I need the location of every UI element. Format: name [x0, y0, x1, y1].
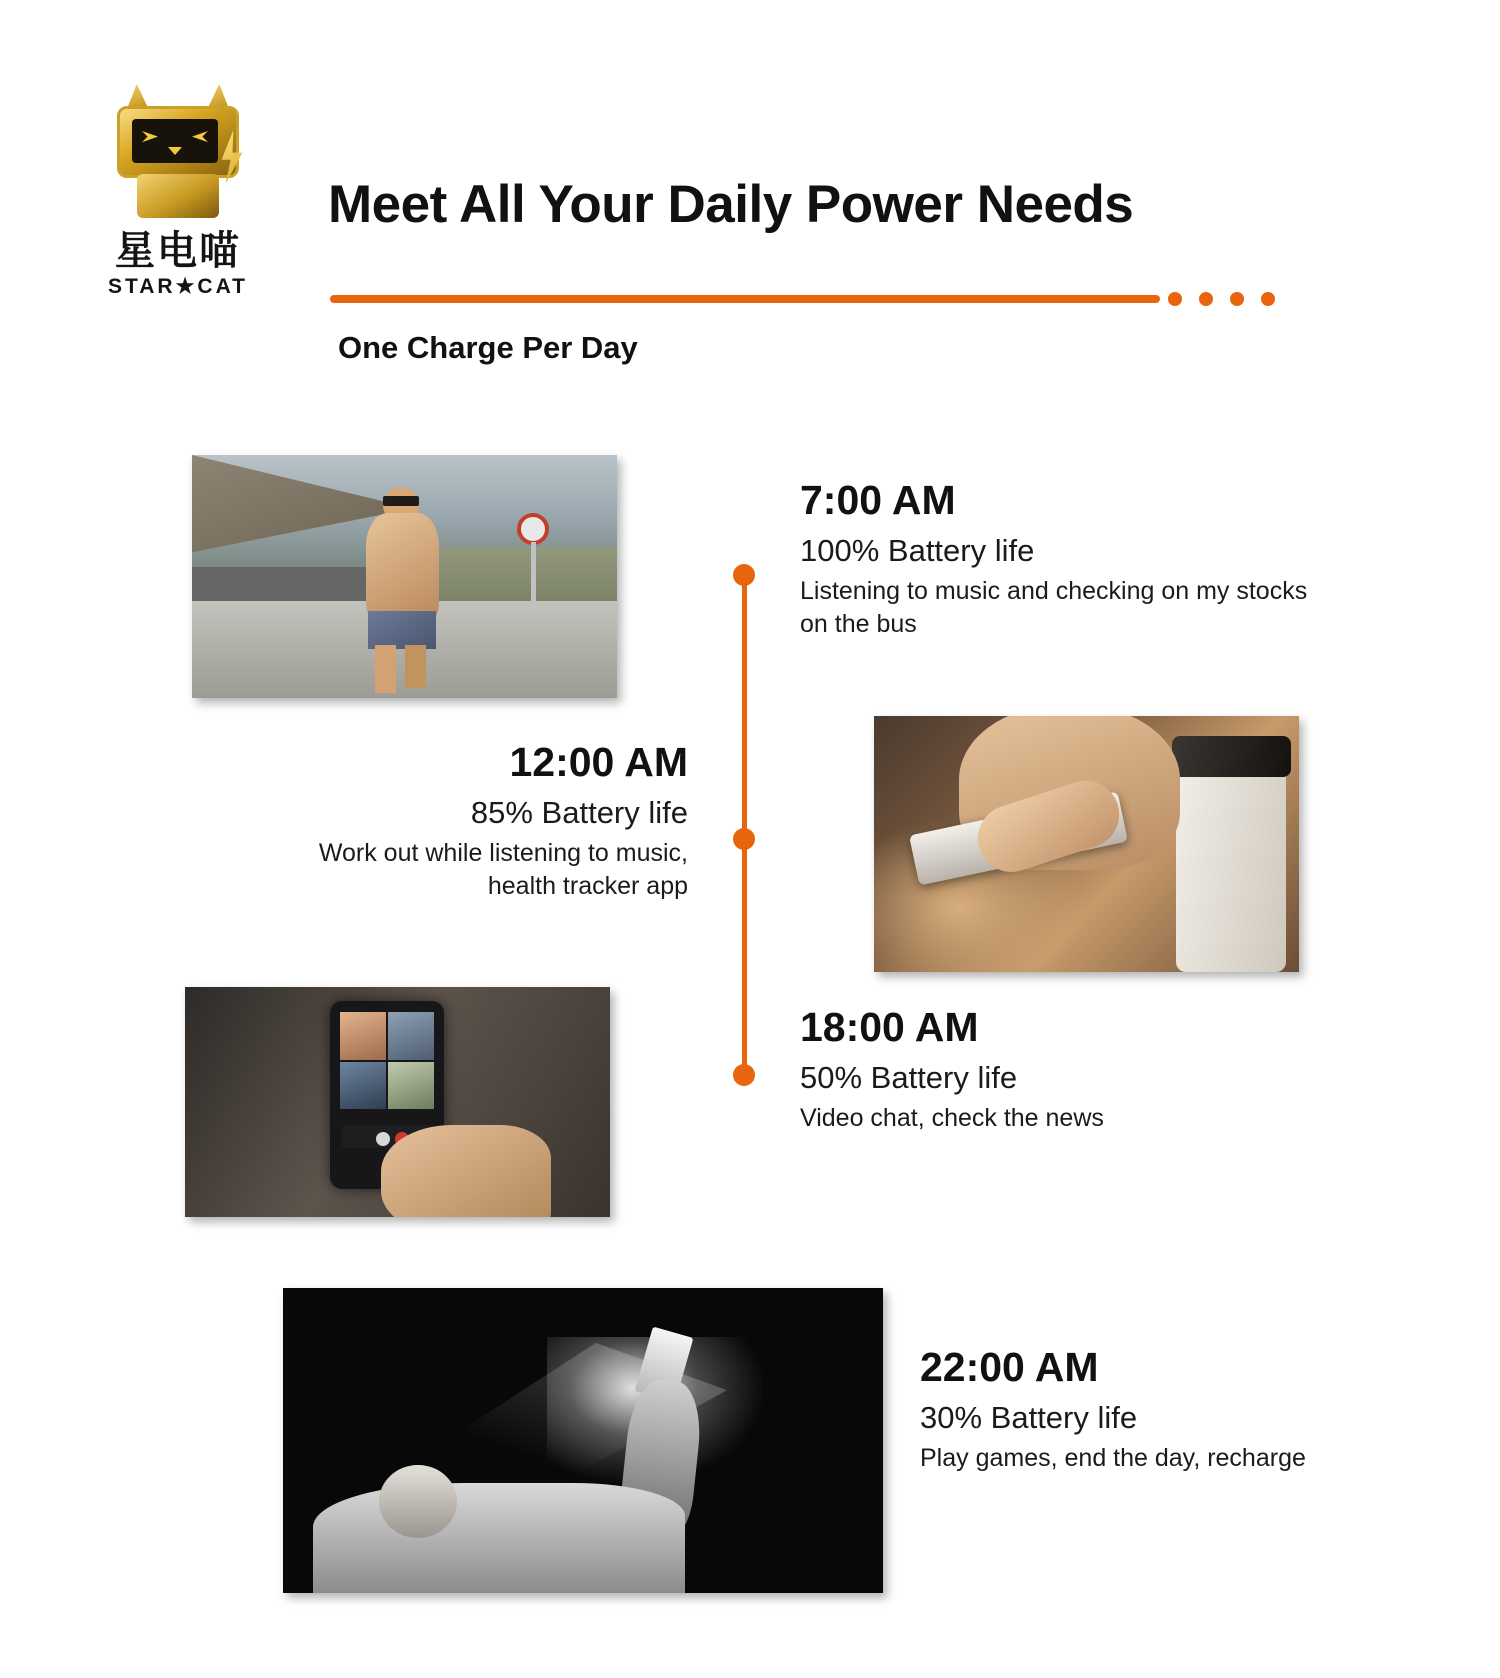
- photo-runner: [192, 455, 617, 698]
- logo-eye-right-icon: [192, 131, 208, 147]
- logo-face-icon: [132, 119, 218, 163]
- logo-head-icon: [117, 106, 239, 178]
- entry-time: 7:00 AM: [800, 477, 956, 523]
- timeline-entry-1800: [800, 1005, 1320, 1135]
- entry-battery: 85% Battery life: [470, 795, 688, 831]
- page-title: Meet All Your Daily Power Needs: [328, 175, 1134, 234]
- timeline-dot-0700: [733, 564, 755, 586]
- brand-logo: [88, 78, 268, 299]
- entry-time: 18:00 AM: [800, 1004, 979, 1050]
- entry-battery: 30% Battery life: [920, 1400, 1138, 1436]
- divider-dot: [1230, 292, 1244, 306]
- divider-dot: [1168, 292, 1182, 306]
- divider-dot: [1261, 292, 1275, 306]
- entry-description: Video chat, check the news: [800, 1104, 1104, 1133]
- page-header: [0, 0, 1500, 380]
- entry-battery: 50% Battery life: [800, 1060, 1018, 1096]
- entry-battery: 100% Battery life: [800, 533, 1035, 569]
- timeline-entry-0700: [800, 478, 1320, 641]
- timeline-entry-1200: [268, 740, 688, 903]
- entry-time: 22:00 AM: [920, 1344, 1099, 1390]
- entry-description: Listening to music and checking on my stocks on the bus: [800, 577, 1308, 639]
- entry-description: Work out while listening to music, health tracker app: [318, 839, 688, 901]
- title-divider: [330, 295, 1160, 303]
- photo-video-chat: [185, 987, 610, 1217]
- logo-mouth-icon: [168, 147, 182, 155]
- entry-description: Play games, end the day, recharge: [920, 1444, 1306, 1473]
- photo-coffee-phone: [874, 716, 1299, 972]
- divider-dot: [1199, 292, 1213, 306]
- entry-time: 12:00 AM: [509, 739, 688, 785]
- logo-body-icon: [137, 174, 219, 218]
- timeline-spine: [742, 575, 747, 1075]
- timeline-entry-2200: [920, 1345, 1340, 1475]
- brand-name-cn: 星电喵: [115, 228, 241, 274]
- brand-name-en: STAR★CAT: [107, 275, 249, 298]
- divider-dots: [1168, 292, 1275, 306]
- page-subtitle: One Charge Per Day: [338, 330, 638, 365]
- photo-night-bed: [283, 1288, 883, 1593]
- timeline-dot-1800: [733, 1064, 755, 1086]
- timeline-dot-1200: [733, 828, 755, 850]
- logo-eye-left-icon: [142, 131, 158, 147]
- star-cat-robot-logo-icon: [103, 78, 253, 228]
